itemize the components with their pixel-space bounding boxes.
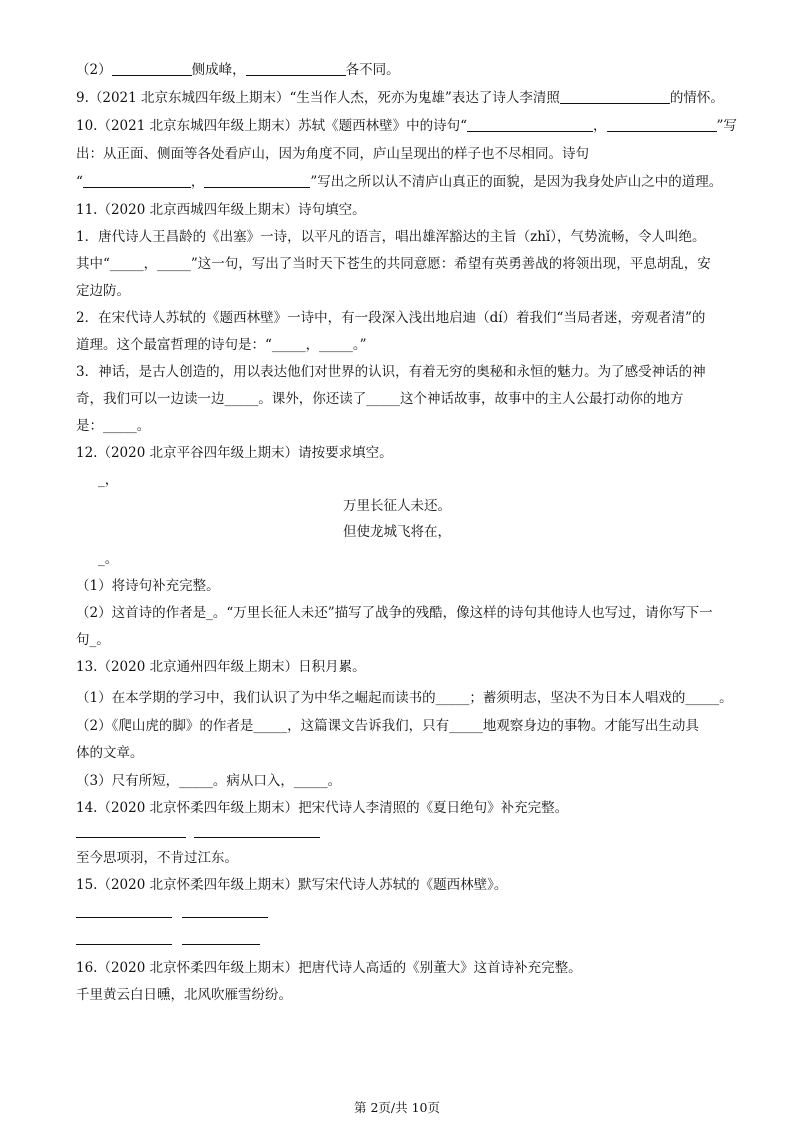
line-text: _。 xyxy=(98,551,119,567)
line-text: 14.（2020 北京怀柔四年级上期末）把宋代诗人李清照的《夏日绝句》补充完整。 xyxy=(76,800,569,816)
question-line xyxy=(76,389,724,409)
answer-blank[interactable] xyxy=(194,823,320,838)
line-text: ， xyxy=(593,118,607,134)
line-text: （2）这首诗的作者是_。“万里长征人未还”描写了战争的残酷，像这样的诗句其他诗人也写过，请你写下一 xyxy=(76,605,713,621)
line-text: 出：从正面、侧面等各处看庐山，因为角度不同，庐山呈现出的样子也不尽相同。诗句 xyxy=(76,146,589,162)
line-text: （1）将诗句补充完整。 xyxy=(76,578,220,594)
answer-blank[interactable] xyxy=(246,61,346,76)
answer-blank[interactable] xyxy=(76,930,172,945)
question-line xyxy=(76,335,724,355)
question-line xyxy=(76,362,724,382)
line-text: 12.（2020 北京平谷四年级上期末）请按要求填空。 xyxy=(76,445,393,461)
line-text: （1）在本学期的学习中，我们认识了为中华之崛起而读书的_____；蓄须明志，坚决不为日本人唱戏的_____。 xyxy=(76,690,733,706)
question-line xyxy=(76,848,724,868)
answer-blank[interactable] xyxy=(560,89,670,104)
line-text: 3．神话，是古人创造的，用以表达他们对世界的认识，有着无穷的奥秘和永恒的魅力。为了感受神话的神 xyxy=(76,364,706,380)
line-text: 是：_____。 xyxy=(76,418,151,434)
question-line xyxy=(76,688,733,708)
question-line xyxy=(76,743,724,763)
question-line xyxy=(76,281,724,301)
line-text: 9.（2021 北京东城四年级上期末）“生当作人杰，死亦为鬼雄”表达了诗人李清照 xyxy=(76,90,560,106)
line-text: 16.（2020 北京怀柔四年级上期末）把唐代诗人高适的《别董大》这首诗补充完整。 xyxy=(76,960,582,976)
question-line xyxy=(76,716,724,736)
answer-blank-row xyxy=(76,822,724,842)
line-text: 其中“_____，_____”这一句，写出了当时天下苍生的共同意愿：希望有英勇善战的将领出现，平息胡乱，安 xyxy=(76,256,711,272)
answer-blank[interactable] xyxy=(112,61,192,76)
question-10 xyxy=(76,116,737,136)
line-text: 各不同。 xyxy=(345,62,400,78)
line-text: （2） xyxy=(76,62,112,78)
poem-blank-line xyxy=(98,549,724,569)
question-line xyxy=(76,172,724,192)
answer-blank[interactable] xyxy=(76,823,186,838)
poem-line xyxy=(0,496,794,516)
line-text: _， xyxy=(98,472,119,488)
question-line xyxy=(76,630,724,650)
answer-blank[interactable] xyxy=(467,117,593,132)
line-text: 15.（2020 北京怀柔四年级上期末）默写宋代诗人苏轼的《题西林壁》。 xyxy=(76,877,508,893)
question-11 xyxy=(76,200,724,220)
question-14 xyxy=(76,798,724,818)
line-text: 10.（2021 北京东城四年级上期末）苏轼《题西林壁》中的诗句“ xyxy=(76,118,468,134)
line-text: 至今思项羽，不肯过江东。 xyxy=(76,850,238,866)
question-line xyxy=(76,985,724,1005)
line-text: 11.（2020 北京西城四年级上期末）诗句填空。 xyxy=(76,202,366,218)
line-text: 2．在宋代诗人苏轼的《题西林壁》一诗中，有一段深入浅出地启迪（dí）着我们“当局者迷，旁观者清”的 xyxy=(76,310,706,326)
line-text: 句_。 xyxy=(76,632,110,648)
question-15 xyxy=(76,875,724,895)
answer-blank[interactable] xyxy=(76,903,172,918)
line-text: 的情怀。 xyxy=(669,90,724,106)
question-9 xyxy=(76,88,724,108)
line-text: 道理。这个最富哲理的诗句是：“_____，_____。” xyxy=(76,337,367,353)
answer-blank[interactable] xyxy=(182,903,268,918)
question-line xyxy=(76,603,724,623)
question-line xyxy=(76,416,724,436)
question-line xyxy=(76,576,724,596)
poem-line xyxy=(0,522,794,542)
question-12 xyxy=(76,443,724,463)
line-text: 体的文章。 xyxy=(76,745,144,761)
line-text: 万里长征人未还。 xyxy=(343,498,451,514)
question-16 xyxy=(76,958,724,978)
question-line xyxy=(76,144,724,164)
line-text: 定边防。 xyxy=(76,283,130,299)
question-line xyxy=(76,60,724,80)
question-line xyxy=(76,254,724,274)
line-text: 千里黄云白日曛，北风吹雁雪纷纷。 xyxy=(76,987,292,1003)
answer-blank-row xyxy=(76,929,724,949)
question-line xyxy=(76,227,724,247)
question-line xyxy=(76,308,724,328)
answer-blank[interactable] xyxy=(607,117,717,132)
line-text: 奇，我们可以一边读一边_____。课外，你还读了_____这个神话故事，故事中的主人公最打动你的地方 xyxy=(76,391,684,407)
line-text: ”写出之所以认不清庐山真正的面貌，是因为我身处庐山之中的道理。 xyxy=(310,174,723,190)
answer-blank[interactable] xyxy=(83,173,191,188)
question-13 xyxy=(76,657,724,677)
answer-blank[interactable] xyxy=(204,173,310,188)
line-text: “ xyxy=(76,174,83,190)
poem-blank-line xyxy=(98,470,724,490)
line-text: 1．唐代诗人王昌龄的《出塞》一诗，以平凡的语言，唱出雄浑豁达的主旨（zhǐ），气势流畅，令人叫绝。 xyxy=(76,229,706,245)
line-text: ”写 xyxy=(716,118,737,134)
line-text: （3）尺有所短，_____。病从口入，_____。 xyxy=(76,773,342,789)
page-footer: 第 2页/共 10页 xyxy=(353,1100,441,1115)
line-text: ， xyxy=(190,174,205,190)
line-text: 13.（2020 北京通州四年级上期末）日积月累。 xyxy=(76,659,366,675)
line-text: （2）《爬山虎的脚》的作者是_____，这篇课文告诉我们，只有_____地观察身边的事物。才能写出生动具 xyxy=(76,718,699,734)
line-text: 但使龙城飞将在， xyxy=(343,524,451,540)
question-line xyxy=(76,771,724,791)
answer-blank-row xyxy=(76,902,724,922)
answer-blank[interactable] xyxy=(182,930,260,945)
line-text: 侧成峰， xyxy=(191,62,246,78)
